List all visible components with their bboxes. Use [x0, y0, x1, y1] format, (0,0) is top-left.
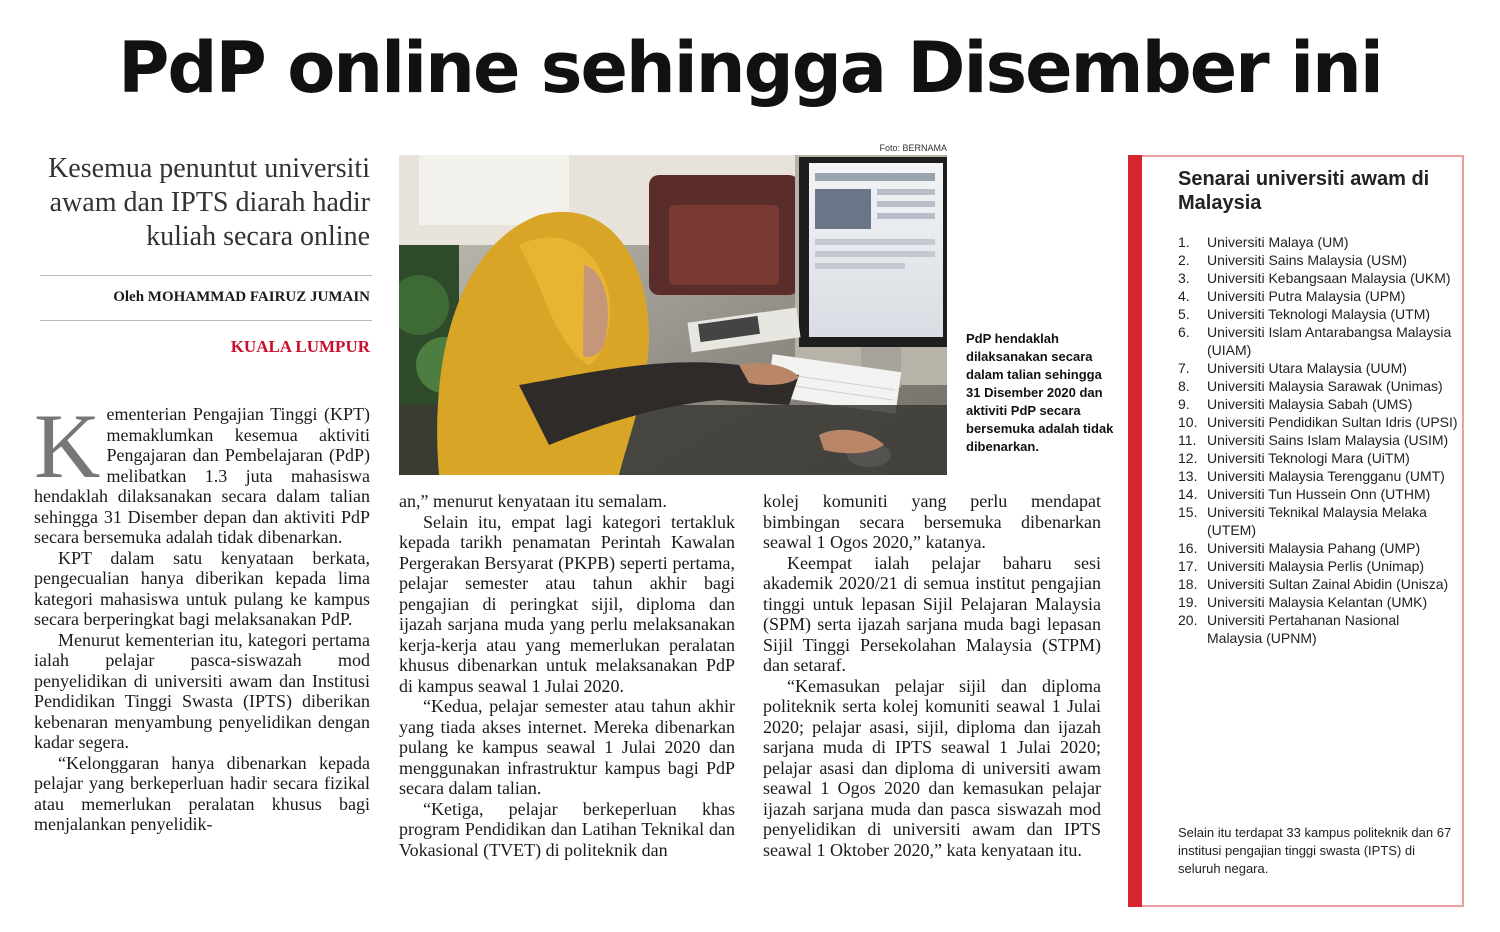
article-column-2 [399, 491, 735, 860]
list-item-name: Universiti Putra Malaysia (UPM) [1207, 288, 1406, 304]
list-item-name: Universiti Malaysia Sarawak (Unimas) [1207, 378, 1443, 394]
list-item [1178, 269, 1458, 287]
list-item-number: 20. [1178, 612, 1198, 628]
university-list [1178, 233, 1458, 647]
list-item [1178, 395, 1458, 413]
list-item-number: 1. [1178, 234, 1190, 250]
list-item-name: Universiti Teknologi Mara (UiTM) [1207, 450, 1410, 466]
list-item-name: Universiti Sains Malaysia (USM) [1207, 252, 1407, 268]
list-item-name: Universiti Islam Antarabangsa Malaysia (UIAM) [1207, 324, 1452, 358]
list-item-name: Universiti Sultan Zainal Abidin (Unisza) [1207, 576, 1449, 592]
list-item [1178, 377, 1458, 395]
list-item-number: 6. [1178, 324, 1190, 340]
list-item-name: Universiti Malaysia Pahang (UMP) [1207, 540, 1421, 556]
list-item [1178, 557, 1458, 575]
divider [40, 275, 372, 276]
list-item-number: 8. [1178, 378, 1190, 394]
list-item-name: Universiti Malaysia Terengganu (UMT) [1207, 468, 1445, 484]
list-item-number: 16. [1178, 540, 1198, 556]
paragraph: kolej komuniti yang perlu mendapat bimbingan secara bersemuka dibenarkan seawal 1 Ogos 2020,” katanya. [763, 491, 1101, 552]
paragraph: Menurut kementerian itu, kategori pertama ialah pelajar pasca-siswazah mod penyelidikan di universiti awam dan Institusi Pendidikan Tinggi Swasta (IPTS) diberikan kebenaran menyambung penyelidikan dengan kadar segera. [34, 629, 370, 752]
list-item [1178, 449, 1458, 467]
paragraph: an,” menurut kenyataan itu semalam. [399, 491, 667, 511]
list-item-number: 14. [1178, 486, 1198, 502]
paragraph: “Kemasukan pelajar sijil dan diploma politeknik serta kolej komuniti seawal 1 Julai 2020; pelajar asasi, sijil, diploma dan ijazah sarjana muda di IPTS seawal 1 Julai 2020; pelajar asasi dan diploma di universiti awam seawal 1 Ogos 2020 dan kemasukan pelajar ijazah sarjana muda dan pasca siswazah mod penyelidikan di universiti awam dan IPTS seawal 1 Oktober 2020,” kata kenyataan itu. [763, 675, 1101, 860]
subhead: Kesemua penuntut universiti awam dan IPTS diarah hadir kuliah secara online [48, 153, 370, 252]
drop-cap: K [34, 395, 101, 497]
list-item-number: 10. [1178, 414, 1198, 430]
list-item-number: 19. [1178, 594, 1198, 610]
list-item [1178, 233, 1458, 251]
list-item [1178, 287, 1458, 305]
list-item [1178, 467, 1458, 485]
list-item-name: Universiti Malaysia Sabah (UMS) [1207, 396, 1413, 412]
list-item [1178, 251, 1458, 269]
list-item-number: 17. [1178, 558, 1198, 574]
list-item [1178, 485, 1458, 503]
list-item-name: Universiti Pendidikan Sultan Idris (UPSI) [1207, 414, 1458, 430]
list-item-number: 18. [1178, 576, 1198, 592]
divider [40, 320, 372, 321]
list-item [1178, 575, 1458, 593]
list-item-name: Universiti Utara Malaysia (UUM) [1207, 360, 1407, 376]
list-item-name: Universiti Malaysia Kelantan (UMK) [1207, 594, 1428, 610]
list-item-number: 15. [1178, 504, 1198, 520]
list-item [1178, 413, 1458, 431]
list-item-number: 5. [1178, 306, 1190, 322]
list-item-number: 7. [1178, 360, 1190, 376]
paragraph: “Kelonggaran hanya dibenarkan kepada pelajar yang berkeperluan hadir secara fizikal atau memerlukan peralatan khusus bagi menjalankan penyelidik- [34, 752, 370, 834]
list-item [1178, 593, 1458, 611]
list-item-number: 13. [1178, 468, 1198, 484]
list-item-name: Universiti Tun Hussein Onn (UTHM) [1207, 486, 1431, 502]
list-item-number: 2. [1178, 252, 1190, 268]
list-item-name: Universiti Teknologi Malaysia (UTM) [1207, 306, 1431, 322]
photo-caption: PdP hendaklah dilaksanakan secara dalam talian sehingga 31 Disember 2020 dan aktiviti PdP secara bersemuka adalah tidak dibenarkan. [966, 331, 1114, 454]
list-item-name: Universiti Pertahanan Nasional Malaysia (UPNM) [1207, 612, 1400, 646]
sidebar-title: Senarai universiti awam di Malaysia [1178, 168, 1430, 214]
list-item [1178, 611, 1458, 647]
list-item-name: Universiti Teknikal Malaysia Melaka (UTEM) [1207, 504, 1427, 538]
list-item [1178, 305, 1458, 323]
article-column-3 [763, 491, 1101, 860]
paragraph: ementerian Pengajian Tinggi (KPT) memaklumkan kesemua aktiviti Pengajaran dan Pembelajaran (PdP) melibatkan 1.3 juta mahasiswa hendaklah dilaksanakan secara dalam talian sehingga 31 Disember depan dan aktiviti PdP secara bersemuka adalah tidak dibenarkan. [34, 404, 370, 547]
headline: PdP online sehingga Disember ini [118, 27, 1382, 109]
paragraph: “Kedua, pelajar semester atau tahun akhir yang tiada akses internet. Mereka dibenarkan pulang ke kampus seawal 1 Julai 2020 dan menggunakan infrastruktur kampus bagi PdP secara dalam talian. [399, 696, 735, 798]
paragraph: Keempat ialah pelajar baharu sesi akademik 2020/21 di semua institut pengajian tinggi untuk lepasan Sijil Pelajaran Malaysia (SPM) serta ijazah sarjana muda bagi lepasan Sijil Tinggi Persekolahan Malaysia (STPM) dan setaraf. [763, 552, 1101, 675]
list-item-name: Universiti Kebangsaan Malaysia (UKM) [1207, 270, 1451, 286]
list-item-number: 12. [1178, 450, 1198, 466]
list-item [1178, 539, 1458, 557]
list-item-number: 3. [1178, 270, 1190, 286]
news-photo [399, 155, 947, 475]
sidebar-note: Selain itu terdapat 33 kampus politeknik dan 67 institusi pengajian tinggi swasta (IPTS) di seluruh negara. [1178, 825, 1452, 876]
paragraph: Selain itu, empat lagi kategori tertakluk kepada tarikh penamatan Perintah Kawalan Pergerakan Bersyarat (PKPB) seperti pertama, pelajar semester atau tahun akhir bagi pengajian di peringkat sijil, diploma dan ijazah sarjana muda yang perlu melaksanakan kerja-kerja atau yang memerlukan peralatan khusus dibenarkan untuk melaksanakan PdP di kampus seawal 1 Julai 2020. [399, 511, 735, 696]
article-column-1 [34, 395, 370, 835]
list-item-name: Universiti Malaysia Perlis (Unimap) [1207, 558, 1425, 574]
list-item-name: Universiti Sains Islam Malaysia (USIM) [1207, 432, 1449, 448]
sidebar-accent-bar [1128, 155, 1142, 907]
list-item [1178, 431, 1458, 449]
list-item [1178, 503, 1458, 539]
paragraph: “Ketiga, pelajar berkeperluan khas program Pendidikan dan Latihan Teknikal dan Vokasional (TVET) di politeknik dan [399, 798, 735, 860]
list-item-number: 9. [1178, 396, 1190, 412]
list-item [1178, 359, 1458, 377]
photo-credit: Foto: BERNAMA [879, 143, 947, 153]
byline: Oleh MOHAMMAD FAIRUZ JUMAIN [113, 289, 370, 305]
dateline-location: KUALA LUMPUR [230, 337, 370, 356]
list-item [1178, 323, 1458, 359]
paragraph: KPT dalam satu kenyataan berkata, pengecualian hanya diberikan kepada lima kategori mahasiswa untuk pulang ke kampus secara berperingkat bagi melaksanakan PdP. [34, 547, 370, 629]
list-item-number: 11. [1178, 432, 1197, 448]
list-item-number: 4. [1178, 288, 1190, 304]
list-item-name: Universiti Malaya (UM) [1207, 234, 1349, 250]
